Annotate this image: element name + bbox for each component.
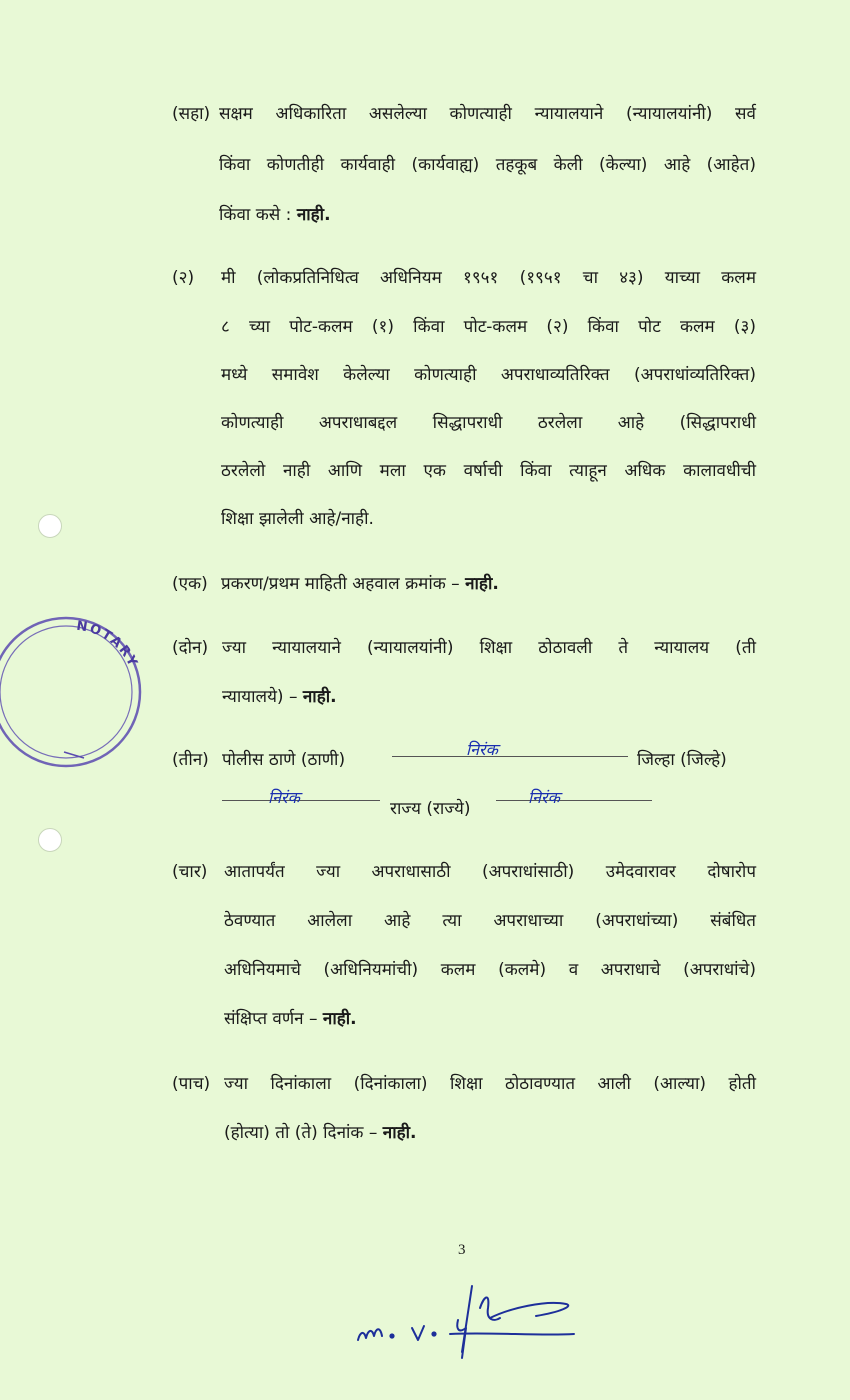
svg-text:NOTARY	[75, 619, 140, 671]
punch-hole-top	[38, 514, 62, 538]
notary-stamp	[0, 612, 146, 772]
clause-text-line: ज्या दिनांकाला (दिनांकाला) शिक्षा ठोठावण्यात आली (आल्या) होती	[224, 1074, 756, 1094]
clause-label: (एक)	[172, 574, 208, 594]
clause-text-line	[224, 1125, 417, 1142]
clause-label: (तीन)	[172, 750, 209, 770]
answer-text: नाही.	[296, 205, 331, 225]
handwritten-value: निरंक	[528, 788, 560, 807]
answer-text: नाही.	[465, 574, 499, 594]
answer-text: नाही.	[322, 1009, 357, 1029]
clause-label: (दोन)	[172, 638, 209, 658]
punch-hole-bottom	[38, 828, 62, 852]
state-label: राज्य (राज्ये)	[390, 799, 471, 819]
clause-text-line: शिक्षा झालेली आहे/नाही.	[221, 509, 374, 529]
handwritten-value: निरंक	[268, 788, 300, 807]
district-label: जिल्हा (जिल्हे)	[637, 750, 727, 770]
clause-text-line: ८ च्या पोट-कलम (१) किंवा पोट-कलम (२) किंवा पोट कलम (३)	[221, 317, 756, 337]
signature	[350, 1278, 590, 1368]
page-number: 3	[458, 1242, 466, 1258]
clause-text: (होत्या) तो (ते) दिनांक –	[224, 1123, 378, 1143]
handwritten-value: निरंक	[466, 740, 498, 759]
stamp-text: NOTARY	[75, 618, 141, 671]
clause-text-line: मध्ये समावेश केलेल्या कोणत्याही अपराधाव्यतिरिक्त (अपराधांव्यतिरिक्त)	[221, 365, 756, 385]
clause-text: न्यायालये) –	[222, 687, 298, 707]
police-station-label: पोलीस ठाणे (ठाणी)	[222, 750, 346, 770]
clause-text-line	[221, 576, 499, 593]
clause-text: प्रकरण/प्रथम माहिती अहवाल क्रमांक –	[221, 574, 460, 594]
clause-text-line: ज्या न्यायालयाने (न्यायालयांनी) शिक्षा ठोठावली ते न्यायालय (ती	[222, 638, 756, 658]
clause-text-line: कोणत्याही अपराधाबद्दल सिद्धापराधी ठरलेला आहे (सिद्धापराधी	[221, 413, 756, 433]
clause-text-line: आतापर्यंत ज्या अपराधासाठी (अपराधांसाठी) उमेदवारावर दोषारोप	[224, 862, 756, 882]
clause-text-line: ठरलेलो नाही आणि मला एक वर्षाची किंवा त्याहून अधिक कालावधीची	[221, 461, 756, 481]
clause-text: किंवा कसे :	[219, 205, 292, 225]
clause-text: संक्षिप्त वर्णन –	[224, 1009, 318, 1029]
clause-text-line: किंवा कोणतीही कार्यवाही (कार्यवाह्य) तहकूब केली (केल्या) आहे (आहेत)	[219, 155, 756, 175]
clause-label: (पाच)	[172, 1074, 211, 1094]
clause-text-line	[224, 1011, 357, 1028]
clause-text-line: ठेवण्यात आलेला आहे त्या अपराधाच्या (अपराधांच्या) संबंधित	[224, 911, 756, 931]
clause-text-line: सक्षम अधिकारिता असलेल्या कोणत्याही न्यायालयाने (न्यायालयांनी) सर्व	[219, 104, 756, 124]
clause-label: (सहा)	[172, 104, 211, 124]
answer-text: नाही.	[302, 687, 337, 707]
clause-text-line: अधिनियमाचे (अधिनियमांची) कलम (कलमे) व अपराधाचे (अपराधांचे)	[224, 960, 756, 980]
clause-text-line	[219, 207, 331, 224]
answer-text: नाही.	[382, 1123, 417, 1143]
clause-label: (चार)	[172, 862, 208, 882]
clause-text-line	[222, 689, 337, 706]
clause-text-line: मी (लोकप्रतिनिधित्व अधिनियम १९५१ (१९५१ चा ४३) याच्या कलम	[221, 268, 756, 288]
clause-label: (२)	[172, 268, 195, 288]
